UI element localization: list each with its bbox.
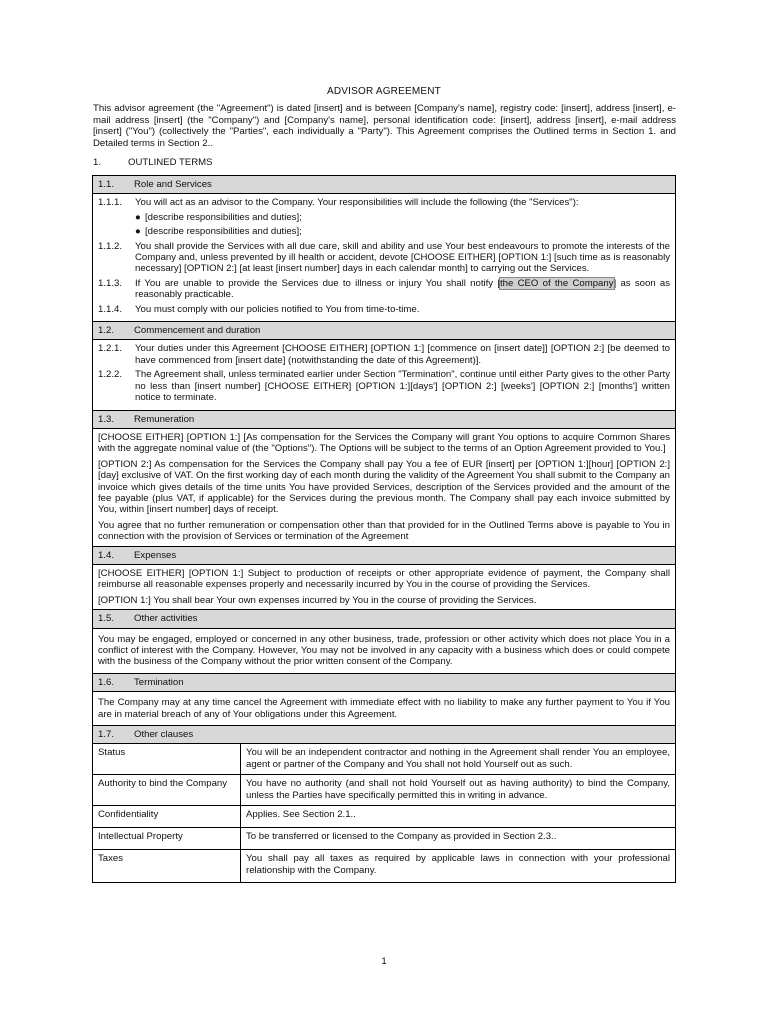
section-number: 1. bbox=[93, 157, 102, 168]
section-header-other-clauses: 1.7. Other clauses bbox=[93, 726, 676, 744]
clause-1-1-4: 1.1.4. You must comply with our policies notified to You from time-to-time. bbox=[98, 303, 420, 315]
section-body-remuneration bbox=[93, 428, 676, 546]
clause-value: You have no authority (and shall not hold Yourself out as having authority) to bind the Company, unless the Parties have specifically permitted this in writing in advance. bbox=[241, 775, 676, 806]
clause-value: To be transferred or licensed to the Company as provided in Section 2.3.. bbox=[241, 828, 676, 850]
section-header-termination: 1.6. Termination bbox=[93, 673, 676, 691]
clause-1-1-1: 1.1.1. You will act as an advisor to the Company. Your responsibilities will include the following (the "Services"): bbox=[98, 197, 579, 209]
section-label: OUTLINED TERMS bbox=[128, 157, 213, 168]
section-body-expenses bbox=[93, 564, 676, 609]
page-number: 1 bbox=[381, 956, 387, 967]
expenses-option-1: [CHOOSE EITHER] [OPTION 1:] Subject to production of receipts or other appropriate evidence of payment, the Company shall reimburse all reasonable expenses properly and necessarily incurred by You in the course of providing the Services. bbox=[98, 567, 670, 591]
clause-label: Confidentiality bbox=[93, 806, 241, 828]
document-title: ADVISOR AGREEMENT bbox=[327, 86, 441, 97]
clause-1-2-1: 1.2.1. Your duties under this Agreement [CHOOSE EITHER] [OPTION 1:] [commence on [insert date]] [OPTION 2:] [be deemed to have commenced from [insert date] (notwithstanding the date of this Agreement)]. bbox=[98, 343, 670, 366]
expenses-option-2: [OPTION 1:] You shall bear Your own expenses incurred by You in the course of providing the Services. bbox=[98, 594, 537, 606]
clause-1-1-3: 1.1.3. If You are unable to provide the Services due to illness or injury You shall notify [the CEO of the Company] as soon as reasonably practicable. bbox=[98, 277, 671, 301]
bullet-item: ● [describe responsibilities and duties]; bbox=[135, 211, 302, 223]
clause-value: You shall pay all taxes as required by applicable laws in connection with your professional relationship with the Company. bbox=[241, 850, 676, 883]
section-header-other-activities: 1.5. Other activities bbox=[93, 610, 676, 628]
bullet-item: ● [describe responsibilities and duties]; bbox=[135, 226, 302, 238]
clause-value: You will be an independent contractor and nothing in the Agreement shall render You an employee, agent or partner of the Company and You shall not hold Yourself out as such. bbox=[241, 744, 676, 775]
remuneration-option-2: [OPTION 2:] As compensation for the Services the Company shall pay You a fee of EUR [insert] per [OPTION 1:][hour] [OPTION 2:] [day] exclusive of VAT. On the first working day of each month during the validity of the Agreement You shall submit to the Company an invoice which gives details of the time units You have provided Services, description of the Services provided and the amount of the fee payable (plus VAT, if applicable) for the Services during the previous month. The Company shall pay each invoice submitted by You, within [insert number] days of receipt. bbox=[98, 458, 670, 516]
clause-label: Status bbox=[93, 744, 241, 775]
intro-paragraph: This advisor agreement (the "Agreement") is dated [insert] and is between [Company's name], registry code: [insert], address [insert], e-mail address [insert] (the "Company") and [Company's name], personal identification code: [insert], address [insert], e-mail address [insert] ("You") (collectively the "Parties", each individually a "Party"). This Agreement comprises the Outlined terms in Section 1. and Detailed terms in Section 2.. bbox=[93, 103, 676, 149]
remuneration-clause: You agree that no further remuneration or compensation other than that provided for in the Outlined Terms above is payable to You in connection with the provision of Services or termination of the Agreement bbox=[98, 519, 670, 543]
clause-1-1-2: 1.1.2. You shall provide the Services with all due care, skill and ability and use Your best endeavours to promote the interests of the Company and, unless prevented by ill health or accident, devote [CHOOSE EITHER] [OPTION 1:] [such time as is reasonably necessary] [OPTION 2:] [at least [insert number] days in each calendar month] to carrying out the Services. bbox=[98, 240, 670, 275]
bullet-icon: ● bbox=[135, 226, 141, 238]
section-header-remuneration: 1.3. Remuneration bbox=[93, 410, 676, 428]
clause-row-taxes bbox=[93, 850, 676, 883]
clause-row-status bbox=[93, 744, 676, 775]
outlined-terms-table bbox=[92, 175, 676, 883]
clause-1-2-2: 1.2.2. The Agreement shall, unless terminated earlier under Section "Termination", continue until either Party gives to the other Party no less than [insert number] [CHOOSE EITHER] [OPTION 1:][days'] [OPTION 2:] [weeks'] [OPTION 2:] [months'] written notice to terminate. bbox=[98, 369, 670, 404]
highlighted-placeholder: the CEO of the Company bbox=[500, 277, 614, 289]
clause-label: Taxes bbox=[93, 850, 241, 883]
section-body-other-activities: You may be engaged, employed or concerned in any other business, trade, profession or other activity which does not place You in a conflict of interest with the Company. However, You may not be involved in any capacity with a business which does or could compete with the business of the Company without the prior written consent of the Company. bbox=[93, 628, 676, 673]
clause-label: Authority to bind the Company bbox=[93, 775, 241, 806]
clause-value: Applies. See Section 2.1.. bbox=[241, 806, 676, 828]
section-heading-outlined-terms bbox=[93, 157, 213, 168]
clause-row-intellectual-property bbox=[93, 828, 676, 850]
section-body-role-and-services bbox=[93, 194, 676, 322]
section-body-termination: The Company may at any time cancel the Agreement with immediate effect with no liability to make any further payment to You if You are in material breach of any of Your obligations under this Agreement. bbox=[93, 692, 676, 726]
section-body-commencement bbox=[93, 340, 676, 410]
section-header-expenses: 1.4. Expenses bbox=[93, 546, 676, 564]
remuneration-option-1: [CHOOSE EITHER] [OPTION 1:] [As compensation for the Services the Company will grant You options to acquire Common Shares with the aggregate nominal value of (the "Options"). The Options will be subject to the terms of an Option Agreement provided to You.] bbox=[98, 431, 670, 455]
clause-row-authority bbox=[93, 775, 676, 806]
clause-row-confidentiality bbox=[93, 806, 676, 828]
section-header-role-and-services: 1.1. Role and Services bbox=[93, 176, 676, 194]
bullet-icon: ● bbox=[135, 211, 141, 223]
section-header-commencement: 1.2. Commencement and duration bbox=[93, 322, 676, 340]
clause-label: Intellectual Property bbox=[93, 828, 241, 850]
